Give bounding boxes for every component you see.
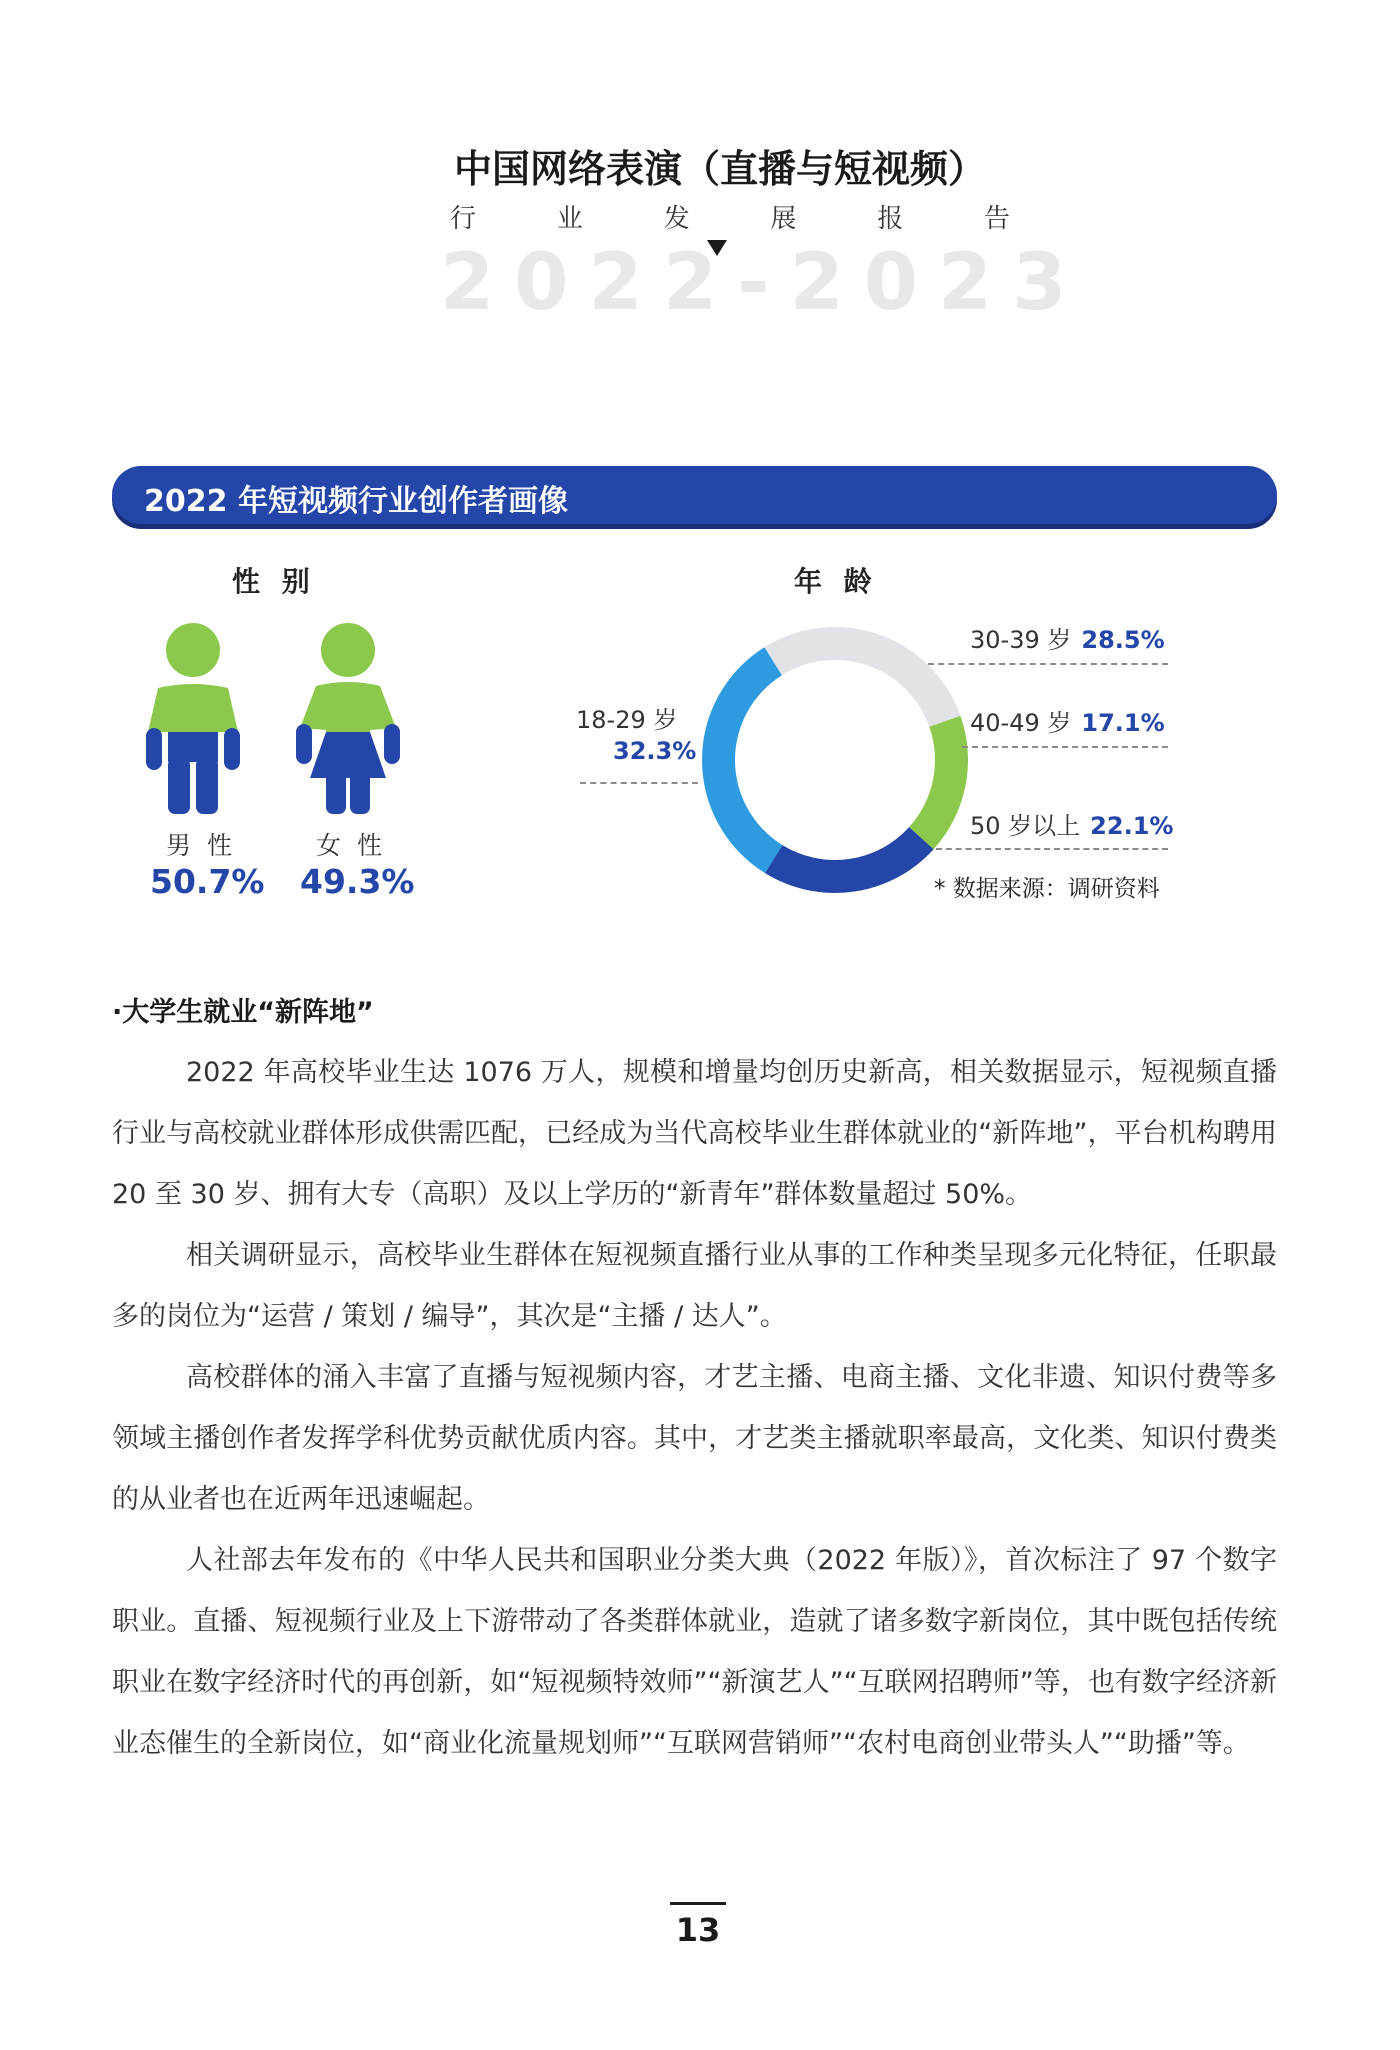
male-figure-icon — [138, 620, 248, 820]
age-donut-chart — [690, 615, 980, 905]
gender-heading: 性 别 — [232, 565, 316, 598]
subtitle-char: 发 — [663, 204, 690, 234]
age-label-30-39-text: 30-39 岁 — [970, 626, 1072, 654]
subtitle-char: 报 — [877, 204, 904, 234]
leader-line — [962, 746, 1168, 748]
age-percent-50-plus: 22.1% — [1090, 812, 1174, 840]
age-label-40-49-text: 40-49 岁 — [970, 709, 1072, 737]
donut-segment-18-29 — [702, 647, 782, 873]
female-percent: 49.3% — [300, 862, 415, 901]
donut-segment-50-plus — [765, 827, 934, 893]
female-label: 女 性 — [316, 831, 386, 860]
subtitle-char: 业 — [556, 204, 583, 234]
report-title: 中国网络表演（直播与短视频） — [453, 147, 986, 191]
subtitle-char: 展 — [770, 204, 797, 234]
paragraph: 人社部去年发布的《中华人民共和国职业分类大典（2022 年版）》，首次标注了 97 个数字职业。直播、短视频行业及上下游带动了各类群体就业，造就了诸多数字新岗位，其中既包括传统职业在数字经济时代的再创新，如“短视频特效师”“新演艺人”“互联网招聘师”等，也有数字经济新业态催生的全新岗位，如“商业化流量规划师”“互联网营销师”“农村电商创业带头人”“助播”等。 — [112, 1545, 1277, 1759]
paragraph: 相关调研显示，高校毕业生群体在短视频直播行业从事的工作种类呈现多元化特征，任职最多的岗位为“运营 / 策划 / 编导”，其次是“主播 / 达人”。 — [112, 1240, 1277, 1332]
page-number: 13 — [670, 1902, 726, 1949]
age-label-50-plus — [970, 806, 1173, 841]
leader-line — [580, 782, 698, 784]
leader-line — [928, 663, 1168, 665]
male-percent: 50.7% — [150, 862, 265, 901]
article-body — [112, 1042, 1277, 1774]
donut-segment-30-39 — [765, 627, 961, 727]
paragraph: 2022 年高校毕业生达 1076 万人，规模和增量均创历史新高，相关数据显示，短视频直播行业与高校就业群体形成供需匹配，已经成为当代高校毕业生群体就业的“新阵地”，平台机构聘用 20 至 30 岁、拥有大专（高职）及以上学历的“新青年”群体数量超过 50%。 — [112, 1057, 1277, 1210]
age-percent-30-39: 28.5% — [1081, 626, 1165, 654]
subtitle-char: 行 — [450, 204, 477, 234]
age-percent-18-29: 32.3% — [613, 737, 697, 765]
donut-segment-40-49 — [909, 716, 968, 849]
section-banner — [112, 466, 1277, 524]
source-note: * 数据来源：调研资料 — [934, 876, 1160, 902]
leader-line — [936, 848, 1168, 850]
male-label: 男 性 — [166, 831, 236, 860]
age-label-18-29: 18-29 岁 — [576, 706, 678, 734]
age-label-50-plus-text: 50 岁以上 — [970, 812, 1081, 840]
down-arrow-icon — [707, 240, 727, 256]
age-label-30-39 — [970, 620, 1165, 655]
article-subheading: ·大学生就业“新阵地” — [112, 997, 374, 1028]
age-heading: 年 龄 — [794, 565, 878, 598]
age-label-40-49 — [970, 703, 1165, 738]
subtitle-char: 告 — [983, 204, 1010, 234]
report-years: 2022-2023 — [440, 238, 1087, 328]
report-subtitle — [450, 198, 1010, 235]
banner-title: 2022 年短视频行业创作者画像 — [144, 484, 568, 519]
age-percent-40-49: 17.1% — [1081, 709, 1165, 737]
paragraph: 高校群体的涌入丰富了直播与短视频内容，才艺主播、电商主播、文化非遗、知识付费等多领域主播创作者发挥学科优势贡献优质内容。其中，才艺类主播就职率最高，文化类、知识付费类的从业者也在近两年迅速崛起。 — [112, 1362, 1277, 1515]
female-figure-icon — [288, 620, 408, 820]
